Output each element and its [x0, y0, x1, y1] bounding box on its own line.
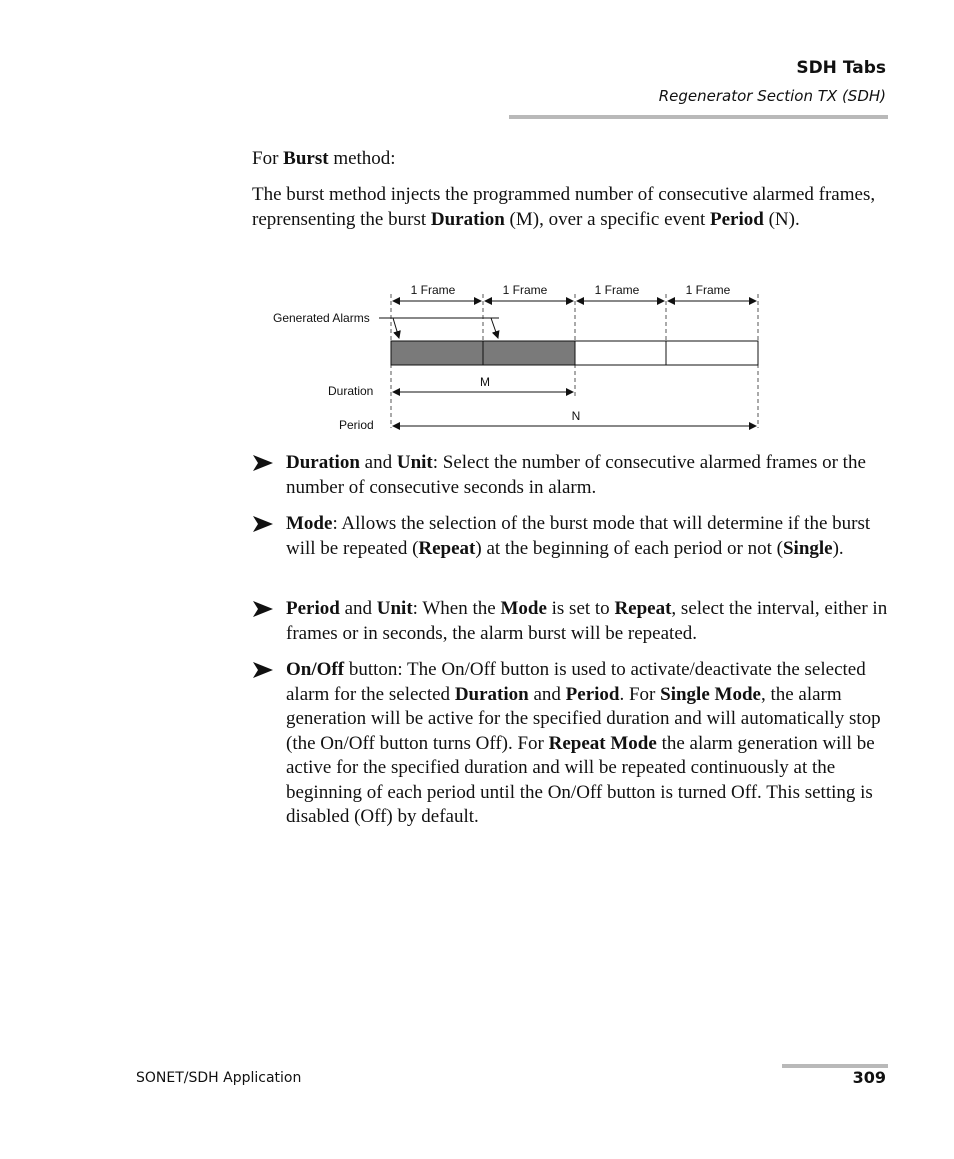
bold-term: Unit [396, 452, 433, 473]
bullet-text [286, 451, 888, 500]
header-rule [509, 115, 888, 119]
bold-term: Repeat [418, 537, 476, 559]
intro-text: (N). [763, 208, 800, 230]
bullet-period-unit [252, 597, 888, 646]
bullet-span: and [528, 683, 566, 705]
normal-frame-2 [666, 341, 758, 365]
bullet-span: , select the interval, either in frames or in seconds, the alarm burst will be repeated. [286, 598, 888, 644]
bold-term: Repeat Mode [548, 732, 657, 754]
bold-term: On/Off [286, 659, 345, 680]
bullet-duration-unit [252, 451, 888, 500]
intro-text: (M), over a specific event [504, 208, 710, 230]
bullet-arrow-icon [252, 599, 274, 619]
frame-boxes [391, 341, 758, 365]
intro-paragraph-2 [252, 183, 888, 232]
bold-term: Single Mode [660, 683, 761, 705]
bullet-span: . For [619, 683, 661, 705]
bullet-arrow-icon [252, 453, 274, 473]
burst-diagram [262, 276, 772, 438]
page-number: 309 [852, 1068, 886, 1087]
section-title: SDH Tabs [796, 58, 886, 78]
intro-text: The burst method injects the programmed number of consecutive alarmed frames, reprensenting the burst [252, 184, 876, 230]
bullet-text [286, 658, 888, 830]
intro-bold-period: Period [710, 208, 764, 230]
bullet-arrow-icon [252, 514, 274, 534]
intro-bold-burst: Burst [283, 148, 329, 169]
bullet-span: button: The On/Off button is used to activate/deactivate the selected alarm for the selected [286, 659, 866, 705]
period-label: Period [339, 418, 374, 432]
alarmed-frame-1 [391, 341, 483, 365]
intro-text: For [252, 148, 284, 169]
generated-alarms-label: Generated Alarms [273, 311, 370, 325]
bullet-span: the alarm generation will be active for the specified duration and will be repeated continuously at the beginning of each period until the On/Off button is turned Off. This setting is disabled (Off) by default. [286, 732, 875, 827]
bullet-arrow-icon [252, 660, 274, 680]
alarmed-frame-2 [483, 341, 575, 365]
intro-paragraph-1 [252, 147, 888, 172]
bullet-text [286, 597, 888, 646]
bold-term: Mode [500, 598, 547, 619]
bold-term: Period [565, 683, 620, 705]
footer-document-title: SONET/SDH Application [136, 1070, 302, 1086]
bold-term: Duration [286, 452, 360, 473]
normal-frame-1 [575, 341, 666, 365]
bullet-span: ) at the beginning of each period or not ( [475, 537, 783, 559]
bullet-span: : Allows the selection of the burst mode that will determine if the burst will be repeated ( [286, 513, 871, 559]
generated-alarms-leader [379, 318, 499, 338]
bullet-span: , the alarm generation will be active for the specified duration and will automatically stop (the On/Off button turns Off). For [286, 683, 881, 754]
bullet-mode [252, 512, 888, 561]
bold-term: Period [286, 598, 340, 619]
bold-term: Repeat [614, 598, 672, 619]
frame-label: 1 Frame [502, 283, 548, 297]
frame-label: 1 Frame [594, 283, 640, 297]
bullet-span: : When the [412, 598, 501, 619]
n-label: N [571, 409, 581, 423]
duration-label: Duration [328, 384, 374, 398]
bold-term: Unit [376, 598, 413, 619]
frame-label: 1 Frame [410, 283, 456, 297]
intro-text: method: [328, 148, 396, 169]
bullet-text [286, 512, 888, 561]
bullet-span: : Select the number of consecutive alarmed frames or the number of consecutive seconds in alarm. [286, 452, 866, 498]
m-label: M [480, 375, 490, 389]
bullet-span: ). [832, 537, 844, 559]
bullet-span: is set to [546, 598, 615, 619]
bullet-span: and [359, 452, 397, 473]
frame-label: 1 Frame [685, 283, 731, 297]
bullet-on-off [252, 658, 888, 830]
bold-term: Duration [454, 683, 529, 705]
bullet-span: and [339, 598, 377, 619]
bold-term: Mode [286, 513, 333, 534]
section-subtitle: Regenerator Section TX (SDH) [658, 87, 886, 105]
bold-term: Single [782, 537, 833, 559]
intro-bold-duration: Duration [430, 208, 505, 230]
